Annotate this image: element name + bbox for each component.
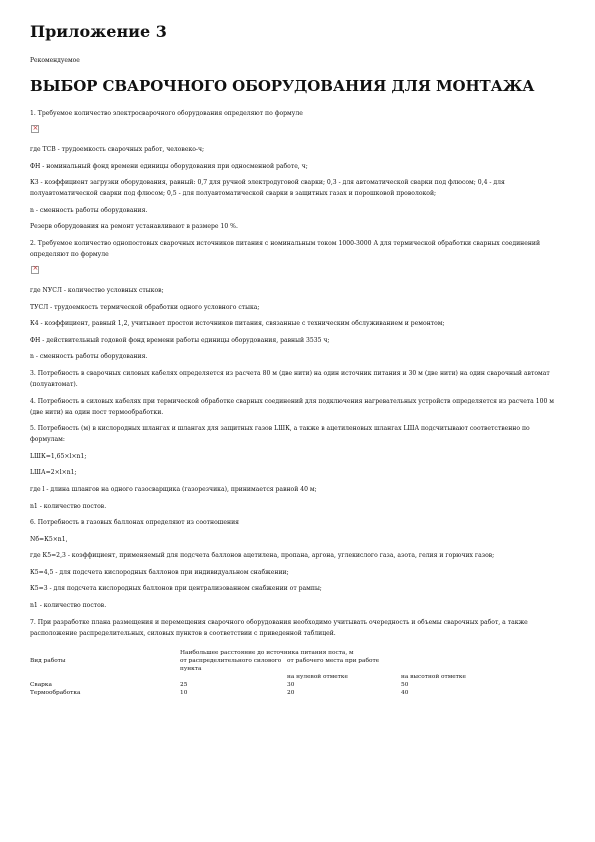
header-work-type: Вид работы xyxy=(30,657,66,664)
header-ground-level: на нулевой отметке xyxy=(287,673,348,680)
paragraph-22: где К5=2,3 - коэффициент, применяемый для подсчета баллонов ацетилена, пропана, аргона, углекислого газа, азота, гелия и горючих газов; xyxy=(30,552,495,560)
paragraph-24: К5=3 - для подсчета кислородных баллонов при централизованном снабжении от рампы; xyxy=(30,585,322,593)
paragraph-20: 6. Потребность в газовых баллонах определяют из соотношения xyxy=(30,519,240,527)
cell-distribution: 10 xyxy=(180,689,188,696)
distance-table xyxy=(30,649,505,697)
paragraph-13: 3. Потребность в сварочных силовых кабелях определяется из расчета 80 м (две нити) на один источник питания и 30 м (две нити) на один сварочный автомат (полуавтомат). xyxy=(30,369,550,388)
appendix-title: Приложение 3 xyxy=(30,22,167,41)
cell-height: 50 xyxy=(401,681,409,688)
document-title: ВЫБОР СВАРОЧНОГО ОБОРУДОВАНИЯ ДЛЯ МОНТАЖА xyxy=(30,77,535,95)
formula-lshk: LШК=1,65×l×n1; xyxy=(30,452,87,460)
paragraph-12: n - сменность работы оборудования. xyxy=(30,353,148,361)
recommended-label: Рекомендуемое xyxy=(30,57,80,64)
cell-work: Сварка xyxy=(30,681,52,688)
paragraph-10: К4 - коэффициент, равный 1,2, учитывает простои источников питания, связанные с техническим обслуживанием и ремонтом; xyxy=(30,320,445,328)
paragraph-8: где NУСЛ - количество условных стыков; xyxy=(30,286,164,294)
cell-distribution: 25 xyxy=(180,681,188,688)
formula-lsha: LША=2×l×n1; xyxy=(30,469,77,477)
paragraph-2: где ТСВ - трудоемкость сварочных работ, человеко-ч; xyxy=(30,146,205,153)
paragraph-23: К5=4,5 - для подсчета кислородных баллонов при индивидуальном снабжении; xyxy=(30,568,289,576)
table-row xyxy=(30,689,505,697)
paragraph-19: n1 - количество постов. xyxy=(30,502,107,510)
broken-image-icon xyxy=(31,266,39,274)
paragraph-15: 5. Потребность (м) в кислородных шлангах и шлангах для защитных газов LШК, а также в ацетиленовых шлангах LША подсчитывают соответственно по формулам: xyxy=(30,425,530,444)
paragraph-4: К3 - коэффициент загрузки оборудования, равный: 0,7 для ручной электродуговой сварки; 0,3 - для автоматической сварки под флюсом; 0,4 - для полуавтоматической сварки под флюсом; 0,5 - для полуавтоматической сварки в защитных газах и порошковой проволокой; xyxy=(30,179,505,198)
paragraph-26: 7. При разработке плана размещения и перемещения сварочного оборудования необходимо учитывать очередность и объемы сварочных работ, а также расположение распределительных, силовых пунктов в соответствии с приведенной таблицей. xyxy=(30,618,528,637)
broken-image-icon xyxy=(31,125,39,133)
paragraph-5: n - сменность работы оборудования. xyxy=(30,206,148,214)
paragraph-25: n1 - количество постов. xyxy=(30,602,107,610)
cell-ground: 20 xyxy=(287,689,295,696)
paragraph-7: 2. Требуемое количество однопостовых сварочных источников питания с номинальным током 1000-3000 А для термической обработки сварных соединений определяют по формуле xyxy=(30,239,541,258)
table-row xyxy=(30,681,505,689)
cell-ground: 30 xyxy=(287,681,295,688)
paragraph-3: ФН - номинальный фонд времени единицы оборудования при односменной работе, ч; xyxy=(30,162,308,170)
paragraph-9: ТУСЛ - трудоемкость термической обработки одного условного стыка; xyxy=(30,303,260,311)
cell-height: 40 xyxy=(401,689,409,696)
header-workplace: от рабочего места при работе xyxy=(287,657,380,664)
cell-work: Термообработка xyxy=(30,689,81,696)
table-header-row xyxy=(30,649,505,657)
paragraph-11: ФН - действительный годовой фонд времени работы единицы оборудования, равный 3535 ч; xyxy=(30,336,330,344)
paragraph-18: где l - длина шлангов на одного газосварщика (газорезчика), принимается равной 40 м; xyxy=(30,485,317,493)
header-max-distance: Наибольшее расстояние до источника питания поста, м xyxy=(180,649,354,656)
header-distribution-point: от распределительного силового пункта xyxy=(180,657,282,672)
paragraph-1: 1. Требуемое количество электросварочного оборудования определяют по формуле xyxy=(30,110,303,117)
header-height-level: на высотной отметке xyxy=(401,673,466,680)
paragraph-6: Резерв оборудования на ремонт устанавливают в размере 10 %. xyxy=(30,223,238,231)
paragraph-14: 4. Потребность в силовых кабелях при термической обработке сварных соединений для подключения нагревательных устройств определяется из расчета 100 м (две нити) на один пост термообработки. xyxy=(30,397,555,416)
formula-nb: Nб=К5×n1, xyxy=(30,535,68,543)
table-subheader-row-2 xyxy=(30,673,505,681)
